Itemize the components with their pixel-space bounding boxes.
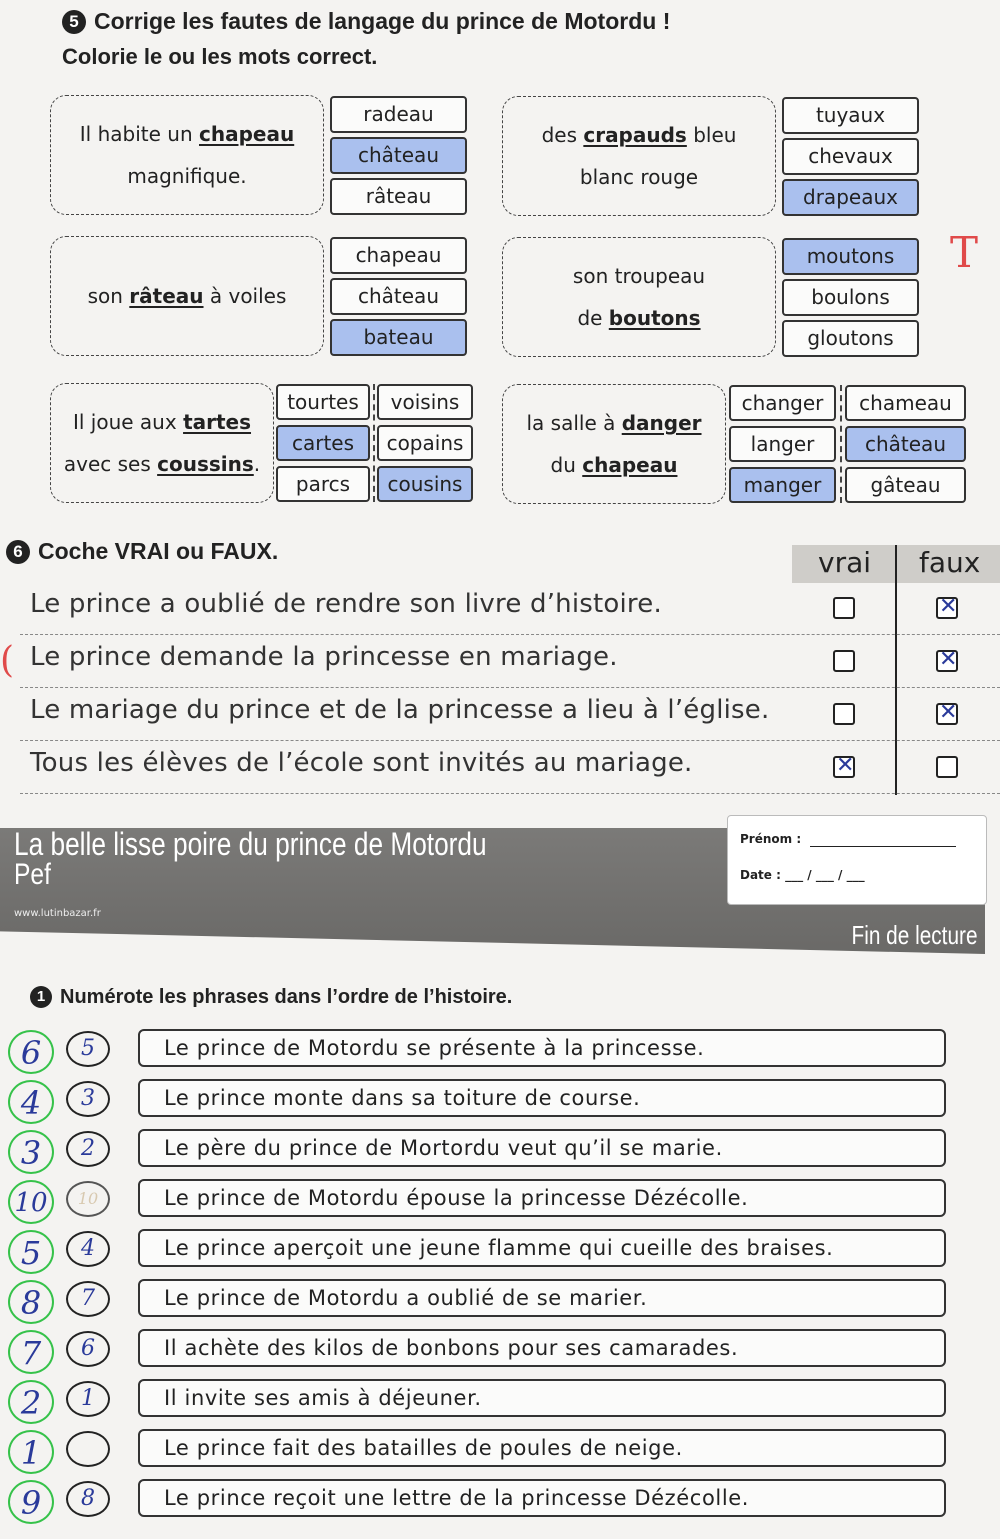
option-manger-colored[interactable]: manger <box>729 467 836 503</box>
date-label: Date : ___ / ___ / ___ <box>740 868 865 882</box>
option-column-divider <box>373 384 375 502</box>
option-radeau[interactable]: radeau <box>330 96 467 133</box>
prenom-field[interactable] <box>810 846 956 847</box>
exercise-6-title: Coche VRAI ou FAUX. <box>38 538 279 564</box>
vrai-checkbox-checked[interactable] <box>833 756 855 778</box>
order-circle[interactable]: 2 <box>66 1131 110 1167</box>
sentence-text: la salle à <box>526 411 622 435</box>
exercise-6-heading <box>6 538 278 565</box>
sentence-card-4 <box>502 237 776 357</box>
green-number: 1 <box>8 1430 54 1474</box>
order-circle[interactable] <box>66 1431 110 1467</box>
option-chateau[interactable]: château <box>330 278 467 315</box>
error-word: chapeau <box>582 453 678 477</box>
green-number: 10 <box>8 1180 54 1224</box>
option-changer[interactable]: changer <box>729 385 836 421</box>
statement-text: Le mariage du prince et de la princesse a lieu à l’église. <box>30 695 770 725</box>
error-word: danger <box>621 411 702 435</box>
sentence-box <box>138 1379 946 1417</box>
error-word: coussins <box>157 452 254 476</box>
sentence-text: son troupeau <box>572 264 706 288</box>
sentence-card-3 <box>50 236 324 356</box>
sentence-box <box>138 1079 946 1117</box>
vrai-checkbox[interactable] <box>833 703 855 725</box>
sentence-text: Il invite ses amis à déjeuner. <box>164 1386 482 1410</box>
sentence-box <box>138 1129 946 1167</box>
faux-checkbox-checked[interactable] <box>936 703 958 725</box>
banner-section: Fin de lecture <box>851 920 978 950</box>
sentence-text: blanc rouge <box>579 165 699 189</box>
sentence-text: Le prince fait des batailles de poules de neige. <box>164 1436 683 1460</box>
sentence-text: Le prince reçoit une lettre de la princesse Dézécolle. <box>164 1486 750 1510</box>
banner-author: Pef <box>14 858 51 891</box>
order-circle[interactable]: 8 <box>66 1481 110 1517</box>
green-number: 8 <box>8 1280 54 1324</box>
sentence-text: Le prince monte dans sa toiture de course. <box>164 1086 641 1110</box>
option-rateau[interactable]: râteau <box>330 178 467 215</box>
exercise-1-title: Numérote les phrases dans l’ordre de l’histoire. <box>60 986 513 1008</box>
sentence-text: de <box>577 306 609 330</box>
sentence-text: à voiles <box>203 284 287 308</box>
option-chameau[interactable]: chameau <box>845 385 966 421</box>
sentence-card-5 <box>50 383 274 503</box>
sentence-text: bleu <box>686 123 737 147</box>
order-circle[interactable]: 3 <box>66 1081 110 1117</box>
option-gloutons[interactable]: gloutons <box>782 320 919 357</box>
option-chateau-colored[interactable]: château <box>845 426 966 462</box>
option-gateau[interactable]: gâteau <box>845 467 966 503</box>
sentence-text: du <box>550 453 583 477</box>
exercise-5-heading <box>62 8 670 35</box>
name-date-box <box>727 815 987 905</box>
sentence-text: Le prince de Motordu se présente à la princesse. <box>164 1036 705 1060</box>
sentence-text: Il joue aux <box>72 410 184 434</box>
sentence-box <box>138 1329 946 1367</box>
option-boulons[interactable]: boulons <box>782 279 919 316</box>
error-word: crapauds <box>583 123 687 147</box>
sentence-text: Le prince de Motordu épouse la princesse Dézécolle. <box>164 1186 749 1210</box>
column-vrai: vrai <box>818 546 872 579</box>
green-number: 5 <box>8 1230 54 1274</box>
error-word: râteau <box>129 284 204 308</box>
vrai-checkbox[interactable] <box>833 597 855 619</box>
true-false-row <box>20 689 1000 741</box>
option-langer[interactable]: langer <box>729 426 836 462</box>
sentence-card-2 <box>502 96 776 216</box>
sentence-text: Le prince aperçoit une jeune flamme qui cueille des braises. <box>164 1236 834 1260</box>
option-tuyaux[interactable]: tuyaux <box>782 97 919 134</box>
faux-checkbox-checked[interactable] <box>936 650 958 672</box>
green-number: 4 <box>8 1080 54 1124</box>
sentence-box <box>138 1479 946 1517</box>
option-voisins[interactable]: voisins <box>377 384 473 420</box>
sentence-card-6 <box>502 384 726 504</box>
red-teacher-mark: ( <box>0 640 15 681</box>
sentence-box <box>138 1179 946 1217</box>
exercise-5-title: Corrige les fautes de langage du prince de Motordu ! <box>94 8 671 34</box>
option-copains[interactable]: copains <box>377 425 473 461</box>
error-word: tartes <box>183 410 252 434</box>
sentence-text: des <box>541 123 584 147</box>
exercise-1-heading <box>30 986 512 1009</box>
sentence-text: son <box>87 284 130 308</box>
sentence-text: Le père du prince de Mortordu veut qu’il se marie. <box>164 1136 723 1160</box>
sentence-text: Le prince de Motordu a oublié de se marier. <box>164 1286 648 1310</box>
true-false-row <box>20 636 1000 688</box>
order-circle[interactable]: 4 <box>66 1231 110 1267</box>
option-chateau-colored[interactable]: château <box>330 137 467 174</box>
order-circle[interactable]: 10 <box>66 1181 110 1217</box>
green-number: 6 <box>8 1030 54 1074</box>
option-column-divider <box>840 385 842 503</box>
statement-text: Le prince a oublié de rendre son livre d’histoire. <box>30 589 662 619</box>
option-moutons-colored[interactable]: moutons <box>782 238 919 275</box>
order-circle[interactable]: 7 <box>66 1281 110 1317</box>
banner-title: La belle lisse poire du prince de Motordu <box>14 826 487 862</box>
red-teacher-mark: T <box>950 228 979 277</box>
faux-checkbox-checked[interactable] <box>936 597 958 619</box>
option-chevaux[interactable]: chevaux <box>782 138 919 175</box>
option-cousins-colored[interactable]: cousins <box>377 466 473 502</box>
option-chapeau[interactable]: chapeau <box>330 237 467 274</box>
order-circle[interactable]: 1 <box>66 1381 110 1417</box>
error-word: chapeau <box>199 122 295 146</box>
vrai-checkbox[interactable] <box>833 650 855 672</box>
sentence-text: Il achète des kilos de bonbons pour ses camarades. <box>164 1336 739 1360</box>
sentence-text: . <box>253 452 261 476</box>
exercise-5-subtitle: Colorie le ou les mots correct. <box>62 44 378 69</box>
sentence-card-1 <box>50 95 324 215</box>
option-drapeaux-colored[interactable]: drapeaux <box>782 179 919 216</box>
exercise-1-number: 1 <box>30 986 52 1008</box>
error-word: boutons <box>608 306 701 330</box>
option-tourtes[interactable]: tourtes <box>276 384 370 420</box>
banner-url: www.lutinbazar.fr <box>14 908 101 919</box>
sentence-box <box>138 1229 946 1267</box>
sentence-text: avec ses <box>63 452 158 476</box>
true-false-row <box>20 742 1000 794</box>
sentence-box <box>138 1279 946 1317</box>
sentence-box <box>138 1429 946 1467</box>
exercise-5-number: 5 <box>62 10 86 34</box>
sentence-text: Il habite un <box>79 122 199 146</box>
prenom-label: Prénom : <box>740 832 802 846</box>
exercise-6-number: 6 <box>6 540 30 564</box>
order-circle[interactable]: 6 <box>66 1331 110 1367</box>
statement-text: Tous les élèves de l’école sont invités au mariage. <box>30 748 693 778</box>
sentence-box <box>138 1029 946 1067</box>
sentence-text: magnifique. <box>127 164 247 188</box>
green-number: 2 <box>8 1380 54 1424</box>
green-number: 3 <box>8 1130 54 1174</box>
green-number: 9 <box>8 1480 54 1524</box>
faux-checkbox[interactable] <box>936 756 958 778</box>
green-number: 7 <box>8 1330 54 1374</box>
option-cartes-colored[interactable]: cartes <box>276 425 370 461</box>
column-faux: faux <box>919 546 981 579</box>
order-circle[interactable]: 5 <box>66 1031 110 1067</box>
true-false-row <box>20 583 1000 635</box>
option-parcs[interactable]: parcs <box>276 466 370 502</box>
option-bateau-colored[interactable]: bateau <box>330 319 467 356</box>
statement-text: Le prince demande la princesse en mariage. <box>30 642 618 672</box>
